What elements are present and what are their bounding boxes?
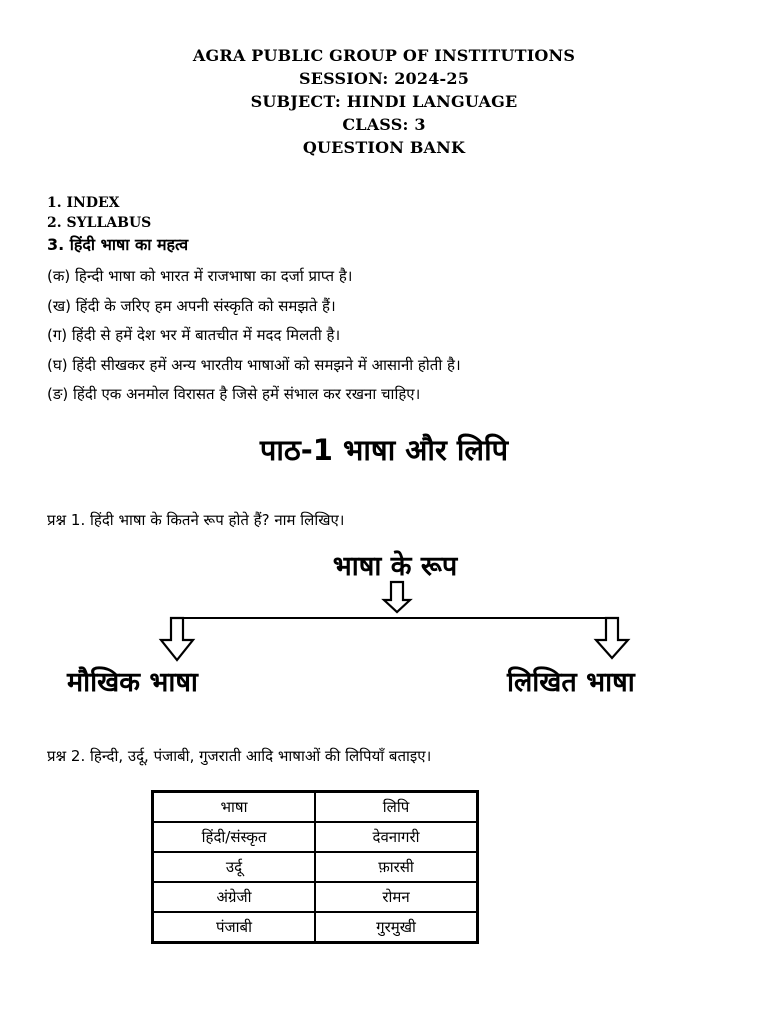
importance-point: (क) हिन्दी भाषा को भारत में राजभाषा का दर्जा प्राप्त है।: [47, 267, 353, 285]
importance-point: (घ) हिंदी सीखकर हमें अन्य भारतीय भाषाओं को समझने में आसानी होती है।: [47, 355, 461, 374]
table-row: [153, 822, 478, 852]
table-row: [153, 852, 478, 882]
table-cell: गुरमुखी: [315, 912, 478, 943]
subject-line: SUBJECT: HINDI LANGUAGE: [250, 92, 518, 111]
table-header-row: [153, 792, 478, 823]
session-line: SESSION: 2024-25: [298, 69, 470, 88]
importance-point: (ख) हिंदी के जरिए हम अपनी संस्कृति को समझते हैं।: [47, 296, 336, 315]
question-2: प्रश्न 2. हिन्दी, उर्दू, पंजाबी, गुजराती आदि भाषाओं की लिपियाँ बताइए।: [47, 747, 432, 765]
importance-point: (ङ) हिंदी एक अनमोल विरासत है जिसे हमें संभाल कर रखना चाहिए।: [47, 385, 421, 403]
diagram-right-label: लिखित भाषा: [507, 667, 635, 698]
doc-type-line: QUESTION BANK: [302, 138, 466, 157]
table-cell: फ़ारसी: [315, 852, 478, 882]
table-cell: पंजाबी: [153, 912, 316, 943]
table-row: [153, 882, 478, 912]
document-header: [0, 44, 768, 159]
table-header-cell: लिपि: [315, 792, 478, 823]
down-arrow-icon: [161, 618, 193, 660]
class-line: CLASS: 3: [342, 115, 426, 134]
down-arrow-icon: [384, 582, 410, 612]
importance-point: (ग) हिंदी से हमें देश भर में बातचीत में मदद मिलती है।: [47, 326, 341, 344]
index-list: [47, 193, 188, 257]
table-cell: हिंदी/संस्कृत: [153, 822, 316, 852]
language-forms-diagram: [0, 540, 768, 710]
diagram-left-label: मौखिक भाषा: [67, 667, 198, 698]
table-cell: उर्दू: [153, 852, 316, 882]
script-table: [151, 790, 479, 944]
institution-name: AGRA PUBLIC GROUP OF INSTITUTIONS: [192, 46, 576, 65]
table-cell: अंग्रेजी: [153, 882, 316, 912]
table-row: [153, 912, 478, 943]
down-arrow-icon: [596, 618, 628, 658]
index-item-importance: 3. हिंदी भाषा का महत्व: [47, 235, 189, 254]
importance-points: [47, 262, 461, 410]
question-1: प्रश्न 1. हिंदी भाषा के कितने रूप होते हैं? नाम लिखिए।: [47, 511, 345, 529]
table-cell: देवनागरी: [315, 822, 478, 852]
lesson-title: पाठ-1 भाषा और लिपि: [259, 433, 509, 467]
index-item-syllabus: 2. SYLLABUS: [47, 215, 152, 231]
table-header-cell: भाषा: [153, 792, 316, 823]
table-cell: रोमन: [315, 882, 478, 912]
diagram-title: भाषा के रूप: [332, 551, 458, 582]
index-item-index: 1. INDEX: [47, 195, 120, 211]
